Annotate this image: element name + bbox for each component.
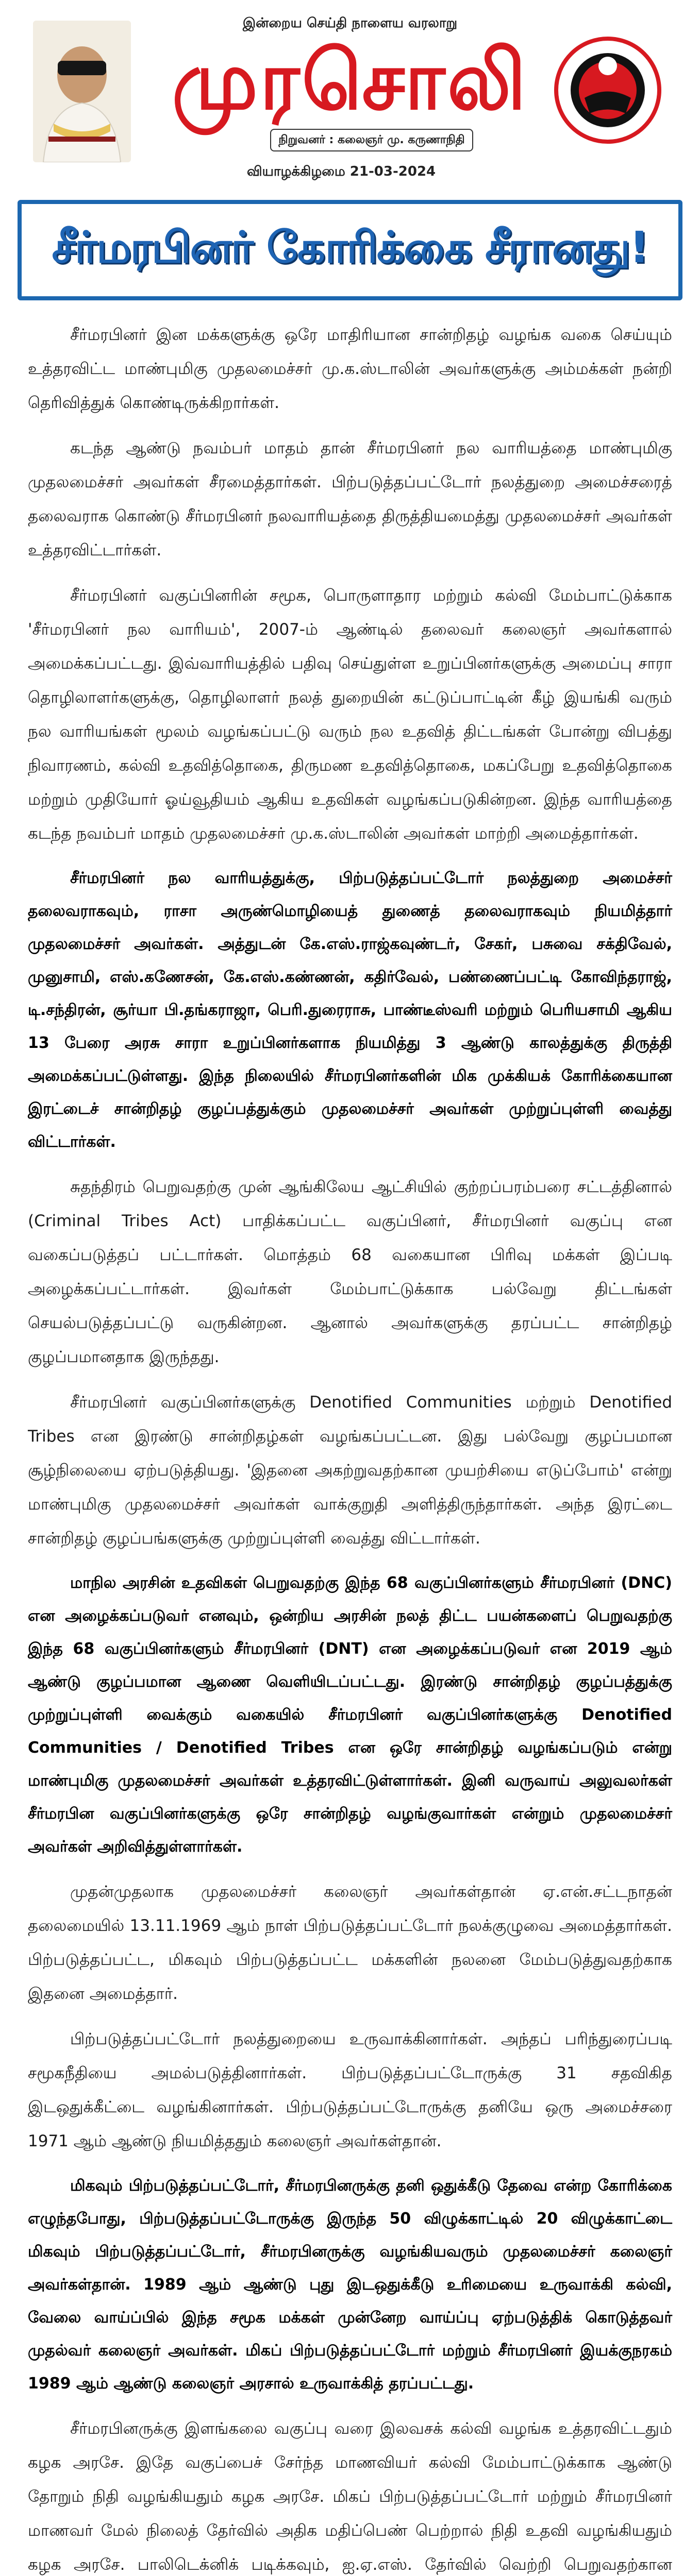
issue-date: வியாழக்கிழமை 21-03-2024	[247, 164, 436, 179]
founder-line: நிறுவனர் : கலைஞர் மு. கருணாநிதி	[270, 129, 473, 151]
paragraph: சீர்மரபினர் இன மக்களுக்கு ஒரே மாதிரியான சான்றிதழ் வழங்க வகை செய்யும் உத்தரவிட்ட மாண்புமிகு முதலமைச்சர் மு.க.ஸ்டாலின் அவர்களுக்கு அம்மக்கள் நன்றி தெரிவித்துக் கொண்டிருக்கிறார்கள்.	[28, 326, 672, 412]
article-body	[18, 318, 682, 2576]
paper-name: முரசொலி	[172, 33, 528, 128]
paragraph: சுதந்திரம் பெறுவதற்கு முன் ஆங்கிலேய ஆட்சியில் குற்றப்பரம்பரை சட்டத்தினால் (Criminal Tribes Act) பாதிக்கப்பட்ட வகுப்பினர், சீர்மரபினர் வகுப்பு என வகைப்படுத்தப் பட்டார்கள். மொத்தம் 68 வகையான பிரிவு மக்கள் இப்படி அழைக்கப்பட்டார்கள். இவர்கள் மேம்பாட்டுக்காக பல்வேறு திட்டங்கள் செயல்படுத்தப்பட்டு வருகின்றன. ஆனால் அவர்களுக்கு தரப்பட்ட சான்றிதழ் குழப்பமானதாக இருந்தது.	[28, 1178, 672, 1366]
paragraph-bold: மாநில அரசின் உதவிகள் பெறுவதற்கு இந்த 68 வகுப்பினர்களும் சீர்மரபினர் (DNC) என அழைக்கப்படுவர் எனவும், ஒன்றிய அரசின் நலத் திட்ட பயன்களைப் பெறுவதற்கு இந்த 68 வகுப்பினர்களும் சீர்மரபினர் (DNT) என அழைக்கப்படுவர் என 2019 ஆம் ஆண்டு குழப்பமான ஆணை வெளியிடப்பட்டது. இரண்டு சான்றிதழ் குழப்பத்துக்கு முற்றுப்புள்ளி வைக்கும் வகையில் சீர்மரபினர் வகுப்பினர்களுக்கு Denotified Communities / Denotified Tribes என ஒரே சான்றிதழ் வழங்கப்படும் என்று மாண்புமிகு முதலமைச்சர் அவர்கள் உத்தரவிட்டுள்ளார்கள். இனி வருவாய் அலுவலர்கள் சீர்மரபின வகுப்பினர்களுக்கு ஒரே சான்றிதழ் வழங்குவார்கள் என்றும் முதலமைச்சர் அவர்கள் அறிவித்துள்ளார்கள்.	[28, 1574, 672, 1856]
paragraph: கடந்த ஆண்டு நவம்பர் மாதம் தான் சீர்மரபினர் நல வாரியத்தை மாண்புமிகு முதலமைச்சர் அவர்கள் சீரமைத்தார்கள். பிற்படுத்தப்பட்டோர் நலத்துறை அமைச்சரைத் தலைவராக கொண்டு சீர்மரபினர் நலவாரியத்தை திருத்தியமைத்து முதலமைச்சர் அவர்கள் உத்தரவிட்டார்கள்.	[28, 439, 672, 560]
paragraph: சீர்மரபினர் வகுப்பினர்களுக்கு Denotified Communities மற்றும் Denotified Tribes என இரண்டு சான்றிதழ்கள் வழங்கப்பட்டன. இது பல்வேறு குழப்பமான சூழ்நிலையை ஏற்படுத்தியது. 'இதனை அகற்றுவதற்கான முயற்சியை எடுப்போம்' என்று மாண்புமிகு முதலமைச்சர் அவர்கள் வாக்குறுதி அளித்திருந்தார்கள். அந்த இரட்டை சான்றிதழ் குழப்பங்களுக்கு முற்றுப்புள்ளி வைத்து விட்டார்கள்.	[28, 1393, 672, 1548]
paragraph-bold: மிகவும் பிற்படுத்தப்பட்டோர், சீர்மரபினருக்கு தனி ஒதுக்கீடு தேவை என்ற கோரிக்கை எழுந்தபோது, பிற்படுத்தப்பட்டோருக்கு இருந்த 50 விழுக்காட்டில் 20 விழுக்காட்டை மிகவும் பிற்படுத்தப்பட்டோர், சீர்மரபினருக்கு வழங்கியவரும் முதலமைச்சர் கலைஞர் அவர்கள்தான். 1989 ஆம் ஆண்டு புது இடஒதுக்கீடு உரிமையை உருவாக்கி கல்வி, வேலை வாய்ப்பில் இந்த சமூக மக்கள் முன்னேற வாய்ப்பு ஏற்படுத்திக் கொடுத்தவர் முதல்வர் கலைஞர் அவர்கள். மிகப் பிற்படுத்தப்பட்டோர் மற்றும் சீர்மரபினர் இயக்குநரகம் 1989 ஆம் ஆண்டு கலைஞர் அரசால் உருவாக்கித் தரப்பட்டது.	[28, 2177, 672, 2393]
paragraph: சீர்மரபினர் வகுப்பினரின் சமூக, பொருளாதார மற்றும் கல்வி மேம்பாட்டுக்காக 'சீர்மரபினர் நல வாரியம்', 2007-ம் ஆண்டில் தலைவர் கலைஞர் அவர்களால் அமைக்கப்பட்டது. இவ்வாரியத்தில் பதிவு செய்துள்ள உறுப்பினர்களுக்கு அமைப்பு சாரா தொழிலாளர்களுக்கு, தொழிலாளர் நலத் துறையின் கட்டுப்பாட்டின் கீழ் இயங்கி வரும் நல வாரியங்கள் மூலம் வழங்கப்பட்டு வரும் நல உதவித் திட்டங்கள் போன்று விபத்து நிவாரணம், கல்வி உதவித்தொகை, திருமண உதவித்தொகை, மகப்பேறு உதவித்தொகை மற்றும் முதியோர் ஓய்வூதியம் ஆகிய உதவிகள் வழங்கப்படுகின்றன. இந்த வாரியத்தை கடந்த நவம்பர் மாதம் முதலமைச்சர் மு.க.ஸ்டாலின் அவர்கள் மாற்றி அமைத்தார்கள்.	[28, 586, 672, 843]
paragraph: பிற்படுத்தப்பட்டோர் நலத்துறையை உருவாக்கினார்கள். அந்தப் பரிந்துரைப்படி சமூகநீதியை அமல்படுத்தினார்கள். பிற்படுத்தப்பட்டோருக்கு 31 சதவிகித இடஒதுக்கீட்டை வழங்கினார்கள். பிற்படுத்தப்பட்டோருக்கு தனியே ஒரு அமைச்சரை 1971 ஆம் ஆண்டு நியமித்ததும் கலைஞர் அவர்கள்தான்.	[28, 2030, 672, 2150]
headline-box	[18, 200, 682, 300]
paragraph: முதன்முதலாக முதலமைச்சர் கலைஞர் அவர்கள்தான் ஏ.என்.சட்டநாதன் தலைமையில் 13.11.1969 ஆம் நாள் பிற்படுத்தப்பட்டோர் நலக்குழுவை அமைத்தார்கள். பிற்படுத்தப்பட்ட, மிகவும் பிற்படுத்தப்பட்ட மக்களின் நலனை மேம்படுத்துவதற்காக இதனை அமைத்தார்.	[28, 1883, 672, 2003]
paper-tagline: இன்றைய செய்தி நாளைய வரலாறு	[242, 15, 458, 31]
masthead	[18, 0, 682, 196]
headline: சீர்மரபினர் கோரிக்கை சீரானது!	[52, 222, 648, 273]
paragraph: சீர்மரபினருக்கு இளங்கலை வகுப்பு வரை இலவசக் கல்வி வழங்க உத்தரவிட்டதும் கழக அரசே. இதே வகுப்பைச் சேர்ந்த மாணவியர் கல்வி மேம்பாட்டுக்காக ஆண்டு தோறும் நிதி வழங்கியதும் கழக அரசே. மிகப் பிற்படுத்தப்பட்டோர் மற்றும் சீர்மரபினர் மாணவர் மேல் நிலைத் தேர்வில் அதிக மதிப்பெண் பெற்றால் நிதி உதவி வழங்கியதும் கழக அரசே. பாலிடெக்னிக் படிக்கவும், ஐ.ஏ.எஸ். தேர்வில் வெற்றி பெறுவதற்கான	[28, 2419, 672, 2574]
paragraph-bold: சீர்மரபினர் நல வாரியத்துக்கு, பிற்படுத்தப்பட்டோர் நலத்துறை அமைச்சர் தலைவராகவும், ராசா அருண்மொழியைத் துணைத் தலைவராகவும் நியமித்தார் முதலமைச்சர் அவர்கள். அத்துடன் கே.எஸ்.ராஜ்கவுண்டர், சேகர், பசுவை சக்திவேல், முனுசாமி, எஸ்.கணேசன், கே.எஸ்.கண்ணன், கதிர்வேல், பண்ணைப்பட்டி கோவிந்தராஜ், டி.சந்திரன், சூர்யா பி.தங்கராஜா, பெரி.துரைராசு, பாண்டீஸ்வரி மற்றும் பெரியசாமி ஆகிய 13 பேரை அரசு சாரா உறுப்பினர்களாக நியமித்து 3 ஆண்டு காலத்துக்கு திருத்தி அமைக்கப்பட்டுள்ளது. இந்த நிலையில் சீர்மரபினர்களின் மிக முக்கியக் கோரிக்கையான இரட்டைச் சான்றிதழ் குழப்பத்துக்கும் முதலமைச்சர் அவர்கள் முற்றுப்புள்ளி வைத்து விட்டார்கள்.	[28, 869, 672, 1151]
party-emblem-icon	[554, 36, 662, 144]
